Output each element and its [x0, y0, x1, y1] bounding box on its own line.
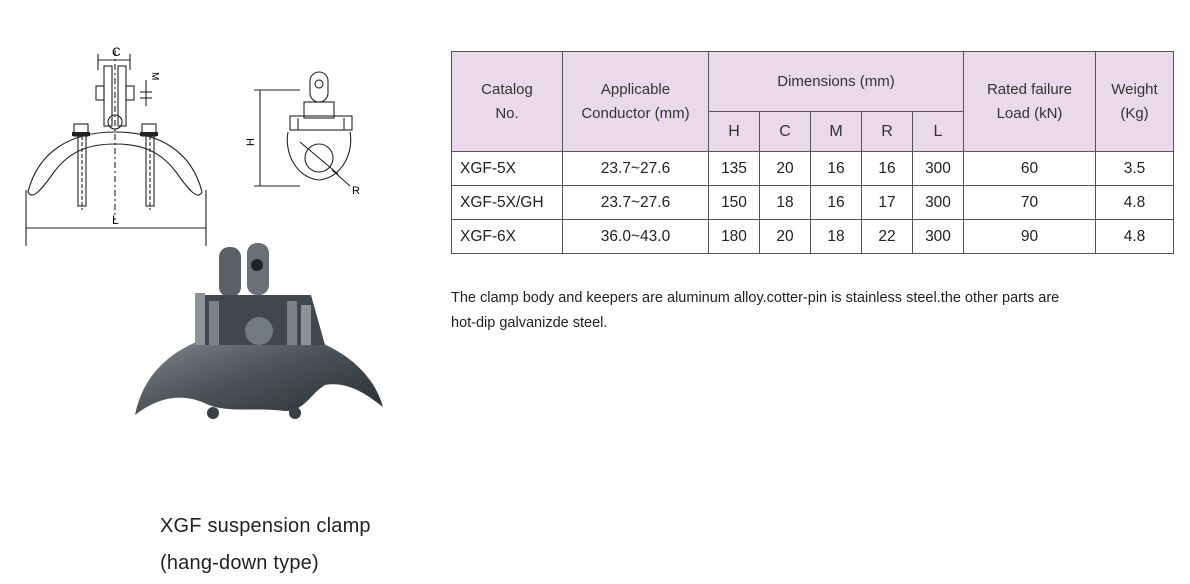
cell-weight: 4.8	[1096, 186, 1174, 220]
cell-m: 16	[811, 186, 862, 220]
dim-label-r: R	[352, 185, 360, 197]
cell-l: 300	[913, 220, 964, 254]
caption-title: XGF suspension clamp	[160, 515, 371, 537]
table-row	[452, 186, 1174, 220]
cell-failure: 60	[964, 152, 1096, 186]
cell-h: 135	[709, 152, 760, 186]
cell-r: 17	[862, 186, 913, 220]
dim-label-l: L	[112, 213, 119, 227]
note-line-2: hot-dip galvanizde steel.	[451, 315, 608, 331]
cell-r: 22	[862, 220, 913, 254]
cell-conductor: 23.7~27.6	[563, 152, 709, 186]
dim-label-h: H	[245, 138, 257, 146]
product-caption	[160, 508, 371, 582]
cell-l: 300	[913, 152, 964, 186]
cell-m: 18	[811, 220, 862, 254]
note-line-1: The clamp body and keepers are aluminum alloy.cotter-pin is stainless steel.the other parts are	[451, 290, 1060, 306]
cell-failure: 90	[964, 220, 1096, 254]
cell-c: 20	[760, 220, 811, 254]
clamp-photo	[125, 235, 395, 440]
cell-h: 180	[709, 220, 760, 254]
cell-conductor: 36.0~43.0	[563, 220, 709, 254]
cell-c: 20	[760, 152, 811, 186]
header-dim-r: R	[862, 112, 913, 152]
table-row	[452, 152, 1174, 186]
cell-l: 300	[913, 186, 964, 220]
cell-r: 16	[862, 152, 913, 186]
header-dim-c: C	[760, 112, 811, 152]
cell-conductor: 23.7~27.6	[563, 186, 709, 220]
cell-catalog: XGF-5X/GH	[452, 186, 563, 220]
dim-label-c: C	[112, 45, 121, 59]
header-dim-h: H	[709, 112, 760, 152]
dim-label-m: M	[149, 72, 160, 81]
spec-table	[451, 51, 1174, 254]
front-view-drawing	[18, 40, 228, 250]
cell-weight: 3.5	[1096, 152, 1174, 186]
cell-catalog: XGF-5X	[452, 152, 563, 186]
cell-catalog: XGF-6X	[452, 220, 563, 254]
header-conductor: Applicable Conductor (mm)	[563, 52, 709, 152]
side-view-drawing	[240, 62, 370, 212]
header-dim-m: M	[811, 112, 862, 152]
header-catalog: Catalog No.	[452, 52, 563, 152]
cell-failure: 70	[964, 186, 1096, 220]
header-dim-l: L	[913, 112, 964, 152]
cell-c: 18	[760, 186, 811, 220]
table-row	[452, 220, 1174, 254]
header-weight: Weight (Kg)	[1096, 52, 1174, 152]
cell-m: 16	[811, 152, 862, 186]
cell-h: 150	[709, 186, 760, 220]
material-note	[451, 286, 1181, 336]
cell-weight: 4.8	[1096, 220, 1174, 254]
header-failure-load: Rated failure Load (kN)	[964, 52, 1096, 152]
caption-subtitle: (hang-down type)	[160, 552, 319, 574]
header-dimensions: Dimensions (mm)	[709, 52, 964, 112]
